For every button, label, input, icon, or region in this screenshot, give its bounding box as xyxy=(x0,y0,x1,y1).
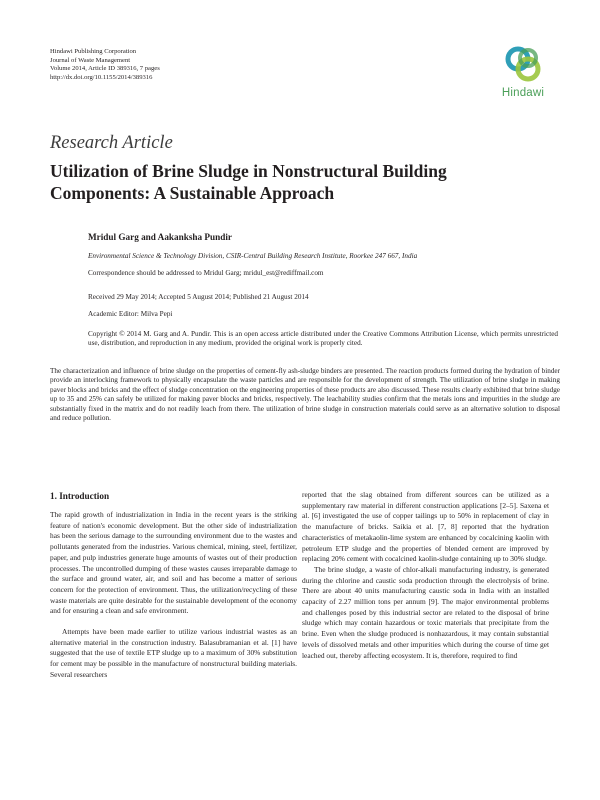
journal-header xyxy=(50,48,160,82)
author-list: Mridul Garg and Aakanksha Pundir xyxy=(88,232,232,242)
logo-text: Hindawi xyxy=(501,87,545,99)
copyright-notice: Copyright © 2014 M. Garg and A. Pundir. This is an open access article distributed under the Creative Commons Attribution License, which permits unrestricted use, distribution, and reproduction in any medium, provided the original work is properly cited. xyxy=(88,330,558,348)
abstract: The characterization and influence of brine sludge on the properties of cement-fly ash-sludge binders are presented. The reaction products formed during the hydration of binder provide an interlocking framework to physically encapsulate the waste particles and are responsible for the development of strength. The utilization of brine sludge in making paver blocks and bricks and the effect of sludge concentration on the engineering properties of these products are also discussed. These results clearly exhibited that brine sludge up to 35 and 25% can safely be utilized for making paver blocks and bricks, respectively. The leachability studies confirm that the metals ions and impurities in the sludge are substantially fixed in the matrix and do not readily leach from there. The utilization of brine sludge in construction materials could serve as an alternative solution to disposal and reduce pollution. xyxy=(50,367,560,423)
author-affiliation: Environmental Science & Technology Division, CSIR-Central Building Research Institute, Roorkee 247 667, India xyxy=(88,252,418,260)
hindawi-logo-icon xyxy=(503,44,543,84)
publisher-name: Hindawi Publishing Corporation xyxy=(50,48,137,55)
section-heading: 1. Introduction xyxy=(50,491,110,501)
body-paragraph: reported that the slag obtained from different sources can be utilized as a supplementary raw material in different construction applications [2–5]. Saxena et al. [6] investigated the use of copper tailings up to 50% in replacement of clay in the manufacture of bricks. Saikia et al. [7, 8] reported that the hydration characteristics of metakaolin-lime system are enhanced by cocalcining kaolin with petroleum ETP sludge and the properties of blended cement are improved by replacing 20% cement with cocalcined kaolin-sludge containing up to 30% sludge. xyxy=(302,490,549,564)
journal-name: Journal of Waste Management xyxy=(50,56,131,64)
publication-dates: Received 29 May 2014; Accepted 5 August 2014; Published 21 August 2014 xyxy=(88,293,309,301)
article-title: Utilization of Brine Sludge in Nonstructural Building Components: A Sustainable Approach xyxy=(50,161,447,203)
body-paragraph: The brine sludge, a waste of chlor-alkali manufacturing industry, is generated during the chlorine and caustic soda production through the electrolysis of brine. There are about 40 units manufacturing caustic soda in India with an installed capacity of 2.27 million tons per annum [9]. The major environmental problems and challenges posed by this industrial sector are related to the disposal of brine sludge which may contain hazardous or toxic materials that precipitate from the brine. Even when the sludge produced is nonhazardous, it may contain substantial levels of dissolved metals and other impurities which during the course of time get leached out, thereby affecting ecosystem. It is, therefore, required to find xyxy=(302,564,549,660)
doi-link[interactable]: http://dx.doi.org/10.1155/2014/389316 xyxy=(50,73,153,81)
body-paragraph: Attempts have been made earlier to utilize various industrial wastes as an alternative material in the construction industry. Balasubramanian et al. [1] have suggested that the use of textile ETP sludge up to a maximum of 30% substitution for cement may be possible in the manufacture of nonstructural building materials. Several researchers xyxy=(50,627,297,679)
body-paragraph: The rapid growth of industrialization in India in the recent years is the striking feature of nation's economic development. But the other side of industrialization has been the serious damage to the surrounding environment due to the wastes and pollutants generated from the industries. Various chemical, mining, steel, fertilizer, paper, and pulp industries generate huge amounts of wastes out of their production processes. The uncontrolled dumping of these wastes causes irreparable damage to the surface and ground water, air, and soil and has become a matter of serious concern for the protection of environment. Thus, the utilization/recycling of these waste materials are quite desirable for the sustainable development of the economy and for ensuring a clean and safe environment. xyxy=(50,510,297,616)
hindawi-logo xyxy=(494,44,552,106)
article-type: Research Article xyxy=(50,133,173,153)
body-column-left xyxy=(50,490,297,681)
volume-line: Volume 2014, Article ID 389316, 7 pages xyxy=(50,65,160,73)
body-column-right xyxy=(302,490,549,661)
academic-editor: Academic Editor: Milva Pepi xyxy=(88,310,173,318)
correspondence-line: Correspondence should be addressed to Mridul Garg; mridul_est@rediffmail.com xyxy=(88,269,324,277)
